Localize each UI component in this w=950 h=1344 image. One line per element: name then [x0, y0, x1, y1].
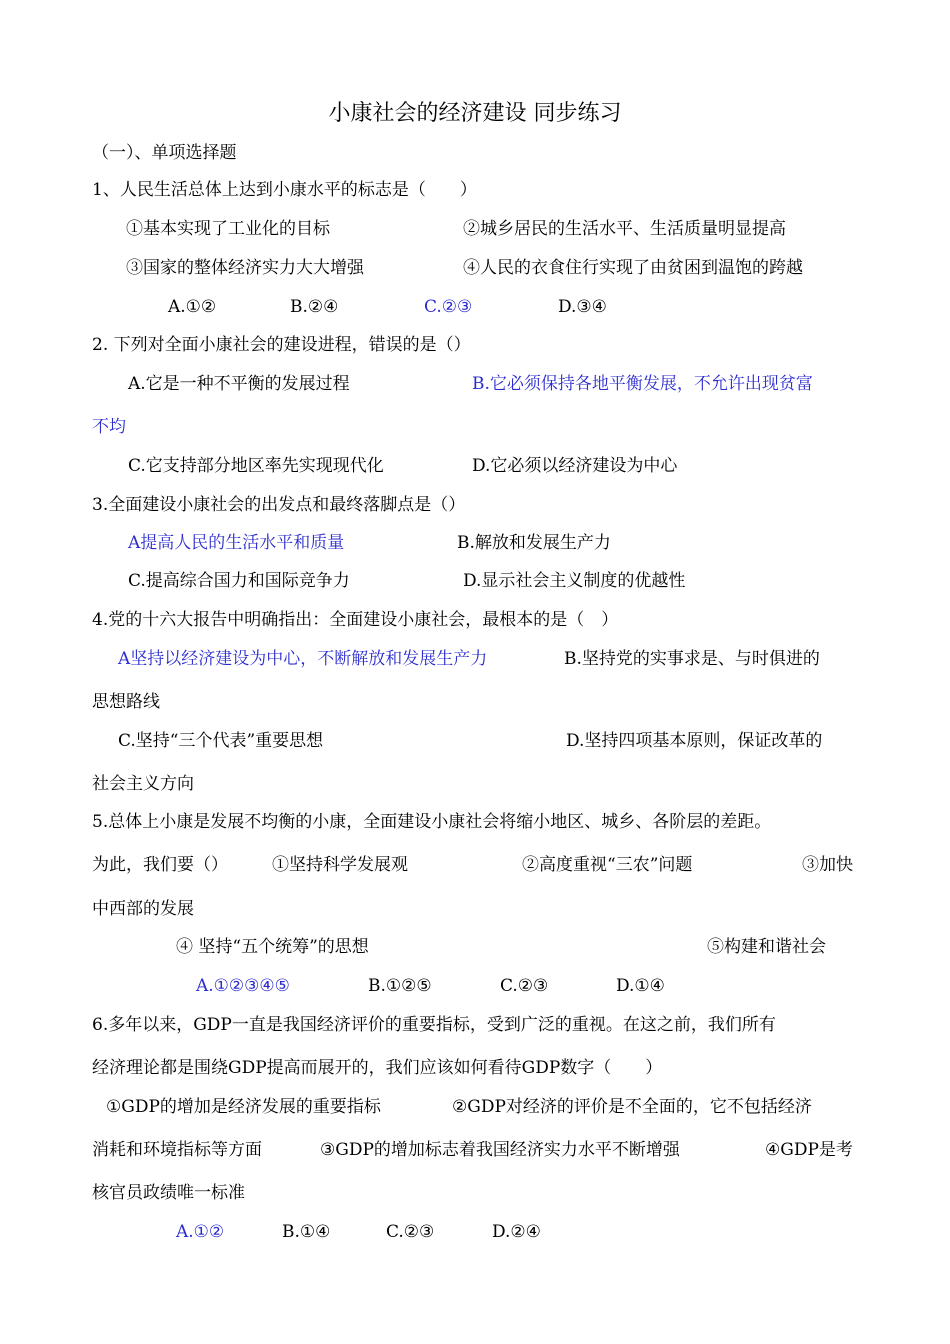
q3-option-c: C.提高综合国力和国际竞争力 [128, 571, 350, 591]
q4-option-b: B.坚持党的实事求是、与时俱进的 [564, 649, 820, 669]
q1-option-b: B.②④ [290, 297, 339, 317]
q6-option-c: C.②③ [386, 1222, 435, 1242]
q5-statement-3-cont: 中西部的发展 [92, 899, 194, 919]
q5-statement-1: ①坚持科学发展观 [272, 855, 408, 875]
q1-option-c-answer: C.②③ [424, 297, 473, 317]
q1-stem: 1、人民生活总体上达到小康水平的标志是（ ） [92, 180, 477, 200]
q2-option-b-answer-cont: 不均 [92, 417, 126, 437]
q4-stem: 4.党的十六大报告中明确指出：全面建设小康社会，最根本的是（ ） [92, 610, 619, 630]
q5-statement-3: ③加快 [802, 855, 853, 875]
q1-statement-4: ④人民的衣食住行实现了由贫困到温饱的跨越 [463, 258, 803, 278]
q5-option-b: B.①②⑤ [368, 976, 432, 996]
q5-statement-5: ⑤构建和谐社会 [707, 937, 826, 957]
q6-option-b: B.①④ [282, 1222, 331, 1242]
q3-option-d: D.显示社会主义制度的优越性 [463, 571, 686, 591]
q2-option-a: A.它是一种不平衡的发展过程 [128, 374, 350, 394]
q1-statement-2: ②城乡居民的生活水平、生活质量明显提高 [463, 219, 786, 239]
q3-option-b: B.解放和发展生产力 [457, 533, 611, 553]
q6-statement-1: ①GDP的增加是经济发展的重要指标 [106, 1097, 381, 1117]
q6-statement-4-cont: 核官员政绩唯一标准 [92, 1183, 245, 1203]
q2-option-b-answer: B.它必须保持各地平衡发展，不允许出现贫富 [472, 374, 813, 394]
q2-option-d: D.它必须以经济建设为中心 [472, 456, 678, 476]
q2-option-c: C.它支持部分地区率先实现现代化 [128, 456, 384, 476]
q4-option-d-cont: 社会主义方向 [92, 774, 194, 794]
q6-option-a-answer: A.①② [176, 1222, 225, 1242]
q3-option-a-answer: A提高人民的生活水平和质量 [128, 533, 345, 553]
q4-option-c: C.坚持“三个代表”重要思想 [118, 731, 324, 751]
q6-stem-cont: 经济理论都是围绕GDP提高而展开的，我们应该如何看待GDP数字（ ） [92, 1058, 663, 1078]
q6-statement-2: ②GDP对经济的评价是不全面的，它不包括经济 [452, 1097, 812, 1117]
q1-statement-1: ①基本实现了工业化的目标 [126, 219, 330, 239]
q1-option-a: A.①② [168, 297, 217, 317]
q1-statement-3: ③国家的整体经济实力大大增强 [126, 258, 364, 278]
q5-option-c: C.②③ [500, 976, 549, 996]
q2-stem: 2. 下列对全面小康社会的建设进程，错误的是（） [92, 335, 471, 355]
q6-statement-4: ④GDP是考 [765, 1140, 853, 1160]
q4-option-d: D.坚持四项基本原则，保证改革的 [566, 731, 823, 751]
q3-stem: 3.全面建设小康社会的出发点和最终落脚点是（） [92, 495, 466, 515]
q5-stem: 5.总体上小康是发展不均衡的小康，全面建设小康社会将缩小地区、城乡、各阶层的差距。 [92, 812, 772, 832]
q5-stem-cont: 为此，我们要（） [92, 855, 228, 875]
q1-option-d: D.③④ [558, 297, 607, 317]
q6-option-d: D.②④ [492, 1222, 541, 1242]
q5-option-d: D.①④ [616, 976, 665, 996]
section-heading: （一）、单项选择题 [92, 143, 237, 163]
q6-stem: 6.多年以来，GDP一直是我国经济评价的重要指标，受到广泛的重视。在这之前，我们所有 [92, 1015, 776, 1035]
q6-statement-2-cont: 消耗和环境指标等方面 [92, 1140, 262, 1160]
q4-option-b-cont: 思想路线 [92, 692, 160, 712]
q4-option-a-answer: A坚持以经济建设为中心，不断解放和发展生产力 [118, 649, 488, 669]
q5-statement-2: ②高度重视“三农”问题 [522, 855, 693, 875]
q6-statement-3: ③GDP的增加标志着我国经济实力水平不断增强 [320, 1140, 680, 1160]
page-title: 小康社会的经济建设 同步练习 [328, 101, 622, 126]
q5-option-a-answer: A.①②③④⑤ [196, 976, 290, 996]
q5-statement-4: ④ 坚持“五个统筹”的思想 [176, 937, 369, 957]
